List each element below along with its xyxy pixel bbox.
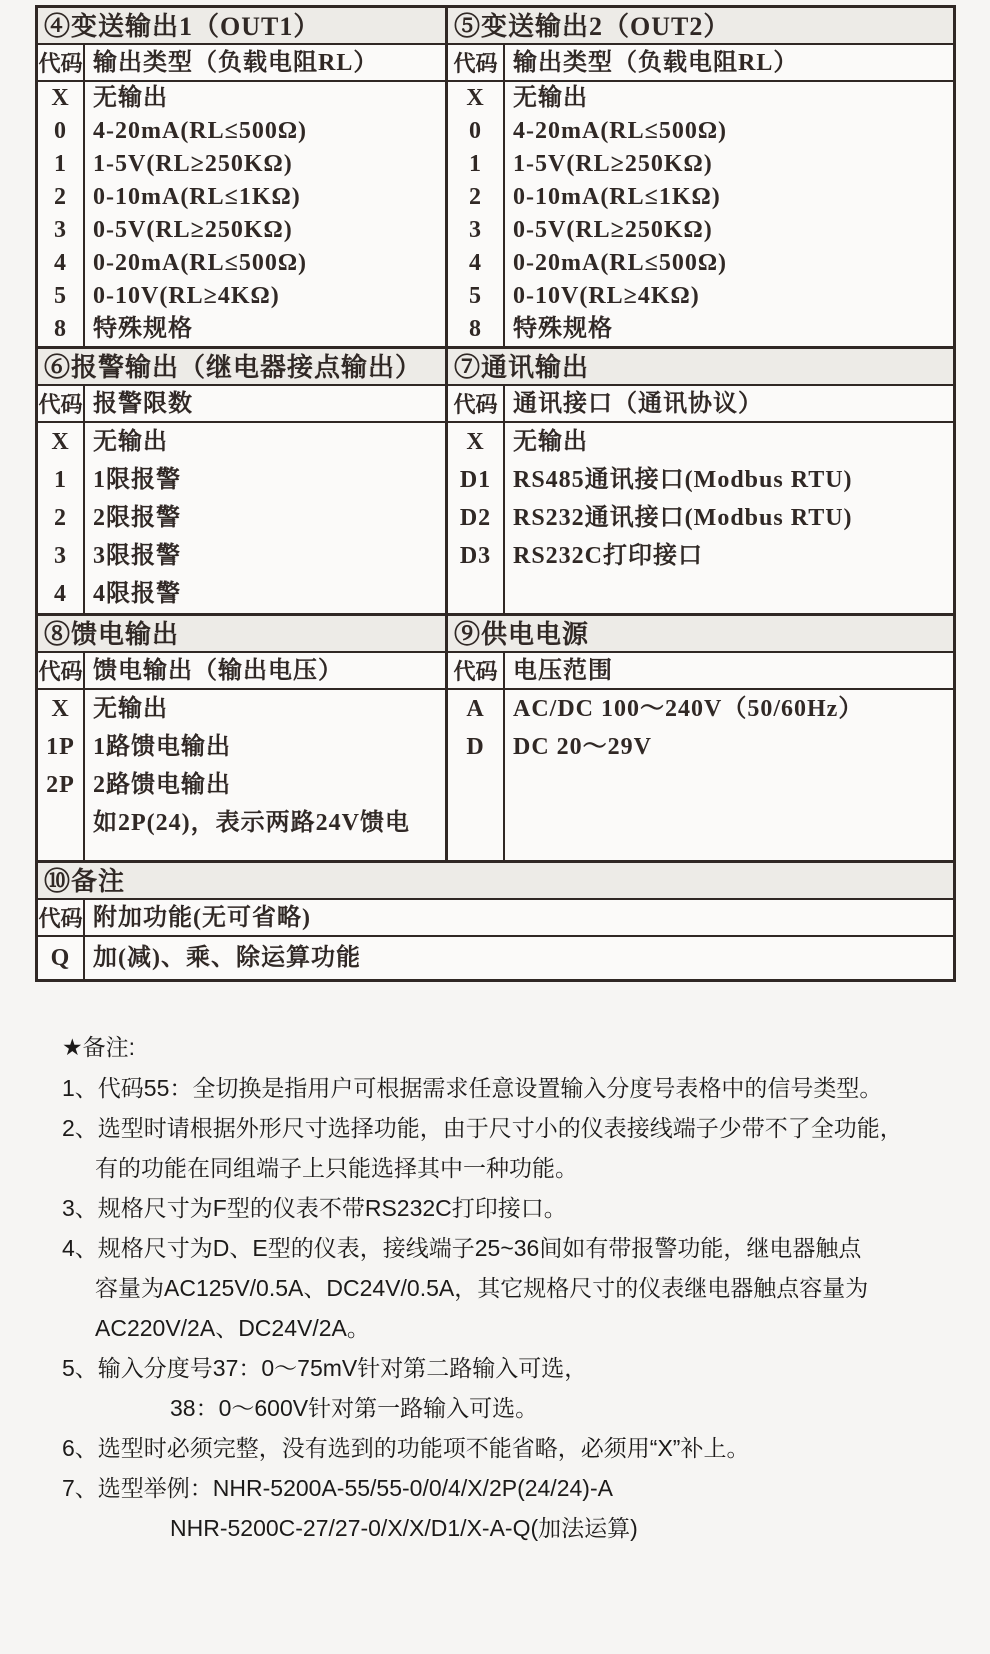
description-column	[505, 82, 953, 346]
code-column-header: 代码	[448, 653, 505, 688]
section-body-comm	[448, 423, 953, 613]
row-code: 1	[54, 151, 67, 177]
table-row-group-alarm-comm	[38, 349, 953, 616]
table-row-group-remark	[38, 863, 953, 979]
row-code: 1	[469, 151, 482, 177]
row-description: 特殊规格	[513, 316, 613, 342]
section-body-power	[448, 690, 953, 860]
section-title-out1: ④变送输出1（OUT1）	[38, 8, 445, 45]
row-code: X	[51, 696, 70, 722]
row-description: 3限报警	[93, 543, 181, 569]
row-code: 8	[469, 316, 482, 342]
row-description: 特殊规格	[93, 316, 193, 342]
section-title-comm: ⑦通讯输出	[448, 349, 953, 386]
footnote-line: 2、选型时请根据外形尺寸选择功能，由于尺寸小的仪表接线端子少带不了全功能，	[62, 1115, 903, 1141]
row-code: 4	[54, 250, 67, 276]
row-description: 0-5V(RL≥250KΩ)	[93, 217, 293, 243]
section-alarm	[38, 349, 448, 613]
section-comm	[448, 349, 953, 613]
code-column	[38, 82, 85, 346]
row-code: Q	[50, 945, 71, 971]
row-description: 无输出	[93, 429, 168, 455]
row-code: 0	[469, 118, 482, 144]
section-remark	[38, 863, 953, 979]
row-code: 1P	[46, 734, 75, 760]
code-column-header: 代码	[448, 45, 505, 80]
section-header-remark	[38, 900, 953, 937]
row-description: RS232C打印接口	[513, 543, 704, 569]
code-column-header: 代码	[38, 900, 85, 935]
code-column	[38, 937, 85, 979]
row-description: AC/DC 100～240V（50/60Hz）	[513, 696, 864, 722]
row-description: 1路馈电输出	[93, 734, 231, 760]
footnote-line: 5、输入分度号37：0～75mV针对第二路输入可选，	[62, 1355, 588, 1381]
section-body-out1	[38, 82, 445, 346]
row-code: D2	[459, 505, 492, 531]
section-body-remark	[38, 937, 953, 979]
row-description: 0-10V(RL≥4KΩ)	[513, 283, 700, 309]
row-code: X	[51, 85, 70, 111]
section-body-feed	[38, 690, 445, 860]
row-description: 1-5V(RL≥250KΩ)	[93, 151, 293, 177]
description-column	[505, 423, 953, 613]
footnote-line: 3、规格尺寸为F型的仪表不带RS232C打印接口。	[62, 1195, 567, 1221]
row-description: RS485通讯接口(Modbus RTU)	[513, 467, 853, 493]
desc-column-header: 电压范围	[513, 658, 613, 684]
desc-column-header: 报警限数	[93, 391, 193, 417]
section-title-power: ⑨供电电源	[448, 616, 953, 653]
code-column	[448, 423, 505, 613]
code-column-header: 代码	[38, 45, 85, 80]
section-header-out2	[448, 45, 953, 82]
section-body-out2	[448, 82, 953, 346]
footnotes	[62, 1026, 962, 1548]
footnote-line: 容量为AC125V/0.5A、DC24V/0.5A，其它规格尺寸的仪表继电器触点容量为	[95, 1275, 869, 1301]
row-code: 2	[54, 505, 67, 531]
row-code: 4	[54, 581, 67, 607]
code-column-header: 代码	[38, 386, 85, 421]
code-column-header: 代码	[448, 386, 505, 421]
row-description: 1限报警	[93, 467, 181, 493]
row-code: 3	[469, 217, 482, 243]
row-code: D3	[459, 543, 492, 569]
description-column	[85, 690, 445, 860]
description-column	[85, 423, 445, 613]
section-out1	[38, 8, 448, 346]
footnote-line: 38：0～600V针对第一路输入可选。	[170, 1395, 539, 1421]
footnote-line: 7、选型举例：NHR-5200A-55/55-0/0/4/X/2P(24/24)-A	[62, 1475, 613, 1501]
table-row-group-out	[38, 8, 953, 349]
desc-column-header: 输出类型（负载电阻RL）	[93, 50, 379, 76]
row-description: 无输出	[93, 85, 168, 111]
row-code: X	[466, 429, 485, 455]
row-code: 8	[54, 316, 67, 342]
section-out2	[448, 8, 953, 346]
section-title-feed: ⑧馈电输出	[38, 616, 445, 653]
row-description: 无输出	[93, 696, 168, 722]
row-code: X	[466, 85, 485, 111]
row-code: 2P	[46, 772, 75, 798]
description-column	[505, 690, 953, 860]
section-power	[448, 616, 953, 860]
section-header-comm	[448, 386, 953, 423]
footnote-line: 有的功能在同组端子上只能选择其中一种功能。	[95, 1155, 578, 1181]
row-code: 2	[469, 184, 482, 210]
desc-column-header: 馈电输出（输出电压）	[93, 658, 343, 684]
section-body-alarm	[38, 423, 445, 613]
desc-column-header: 输出类型（负载电阻RL）	[513, 50, 799, 76]
section-header-out1	[38, 45, 445, 82]
row-description: 0-10mA(RL≤1KΩ)	[93, 184, 301, 210]
footnote-line: AC220V/2A、DC24V/2A。	[95, 1315, 370, 1341]
code-column	[38, 423, 85, 613]
row-description: 0-10V(RL≥4KΩ)	[93, 283, 280, 309]
row-description: RS232通讯接口(Modbus RTU)	[513, 505, 853, 531]
row-description: 0-10mA(RL≤1KΩ)	[513, 184, 721, 210]
row-description: 4-20mA(RL≤500Ω)	[93, 118, 308, 144]
footnotes-list	[62, 1068, 962, 1548]
row-code: D1	[459, 467, 492, 493]
footnotes-title: ★备注:	[62, 1034, 136, 1060]
row-code: 1	[54, 467, 67, 493]
description-column	[85, 82, 445, 346]
table-row-group-feed-power	[38, 616, 953, 863]
footnote-line: NHR-5200C-27/27-0/X/X/D1/X-A-Q(加法运算)	[170, 1515, 638, 1541]
section-header-alarm	[38, 386, 445, 423]
row-code: 5	[469, 283, 482, 309]
row-code: D	[466, 734, 485, 760]
row-code: 2	[54, 184, 67, 210]
code-column	[38, 690, 85, 860]
row-code	[38, 804, 83, 842]
row-code: 3	[54, 543, 67, 569]
row-description: 0-20mA(RL≤500Ω)	[93, 250, 308, 276]
section-feed	[38, 616, 448, 860]
row-description: 如2P(24)，表示两路24V馈电	[93, 810, 410, 836]
row-description: 2限报警	[93, 505, 181, 531]
row-description: DC 20～29V	[513, 734, 652, 760]
code-column	[448, 690, 505, 860]
footnote-line: 1、代码55：全切换是指用户可根据需求任意设置输入分度号表格中的信号类型。	[62, 1075, 883, 1101]
code-column	[448, 82, 505, 346]
footnote-line: 6、选型时必须完整，没有选到的功能项不能省略，必须用“X”补上。	[62, 1435, 750, 1461]
code-column-header: 代码	[38, 653, 85, 688]
section-title-alarm: ⑥报警输出（继电器接点输出）	[38, 349, 445, 386]
section-title-remark: ⑩备注	[38, 863, 953, 900]
row-description: 2路馈电输出	[93, 772, 231, 798]
row-code: 5	[54, 283, 67, 309]
section-header-power	[448, 653, 953, 690]
row-description: 加(减)、乘、除运算功能	[93, 945, 361, 971]
row-description: 无输出	[513, 85, 588, 111]
row-description: 4限报警	[93, 581, 181, 607]
row-code: X	[51, 429, 70, 455]
row-description: 4-20mA(RL≤500Ω)	[513, 118, 728, 144]
row-code: 0	[54, 118, 67, 144]
description-column	[85, 937, 953, 979]
desc-column-header: 通讯接口（通讯协议）	[513, 391, 763, 417]
row-code: A	[466, 696, 485, 722]
row-description: 1-5V(RL≥250KΩ)	[513, 151, 713, 177]
row-description: 无输出	[513, 429, 588, 455]
row-description: 0-5V(RL≥250KΩ)	[513, 217, 713, 243]
desc-column-header: 附加功能(无可省略)	[93, 905, 311, 931]
section-header-feed	[38, 653, 445, 690]
row-code: 4	[469, 250, 482, 276]
row-code: 3	[54, 217, 67, 243]
footnote-line: 4、规格尺寸为D、E型的仪表，接线端子25~36间如有带报警功能，继电器触点	[62, 1235, 862, 1261]
row-description: 0-20mA(RL≤500Ω)	[513, 250, 728, 276]
section-title-out2: ⑤变送输出2（OUT2）	[448, 8, 953, 45]
ordering-code-table	[35, 5, 956, 982]
